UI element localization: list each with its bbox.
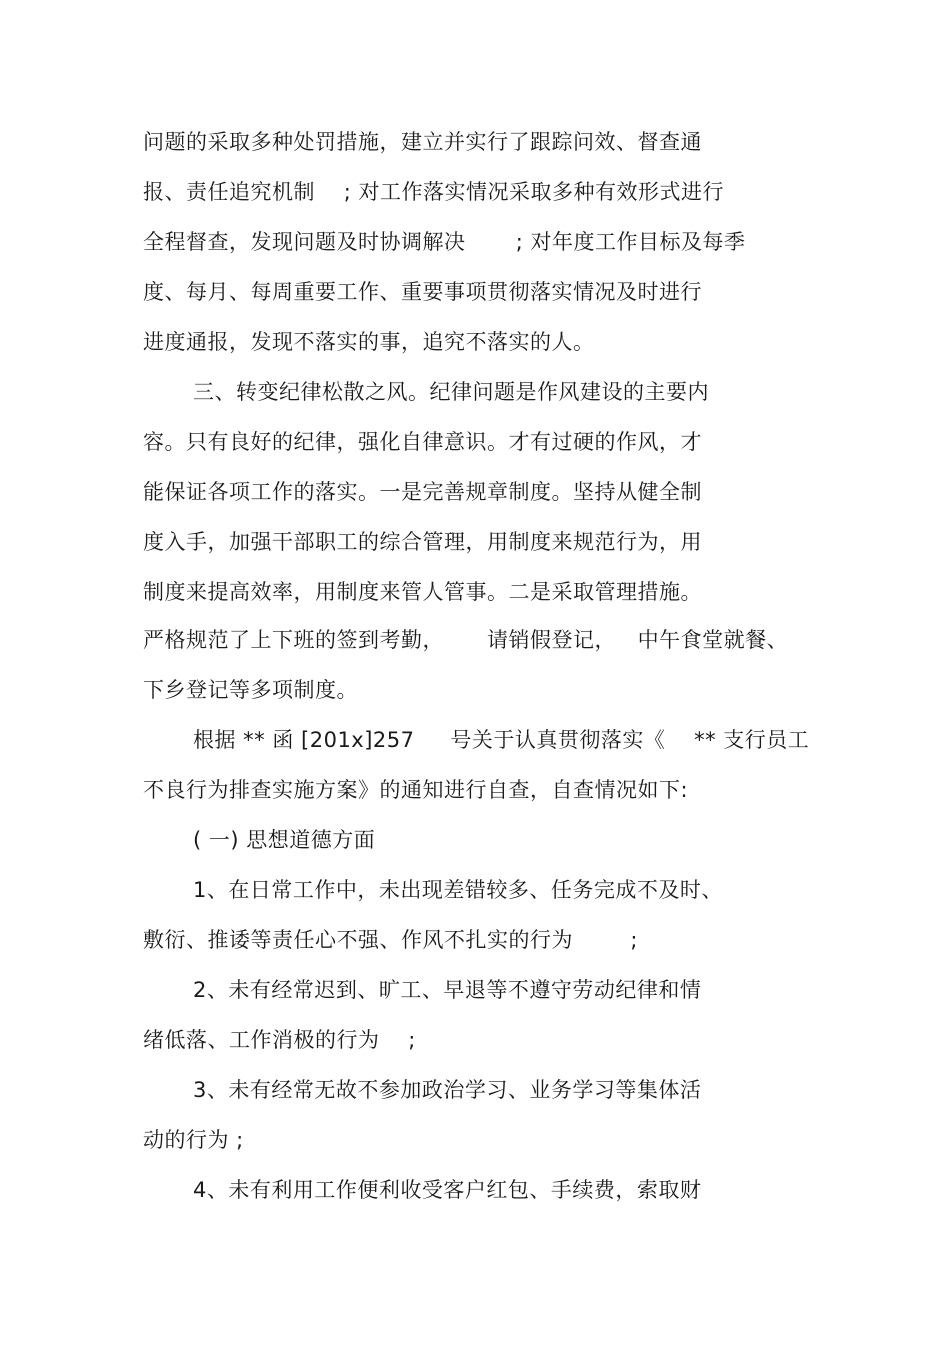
list-item-line: 1、在日常工作中，未出现差错较多、任务完成不及时、 xyxy=(193,878,723,902)
section-heading-line: 三、转变纪律松散之风。纪律问题是作风建设的主要内 xyxy=(193,380,709,404)
list-item-line: 3、未有经常无故不参加政治学习、业务学习等集体活 xyxy=(193,1078,702,1102)
text-line: 进度通报，发现不落实的事，追究不落实的人。 xyxy=(143,330,595,354)
text-line: 度入手，加强干部职工的综合管理，用制度来规范行为，用 xyxy=(143,530,702,554)
text-line: 问题的采取多种处罚措施，建立并实行了跟踪问效、督查通 xyxy=(143,130,702,154)
text-line: 下乡登记等多项制度。 xyxy=(143,678,358,702)
text-line: 全程督查，发现问题及时协调解决 ; 对年度工作目标及每季 xyxy=(143,230,746,254)
text-line: 敷衍、推诿等责任心不强、作风不扎实的行为 ; xyxy=(143,928,638,952)
text-line: 动的行为 ; xyxy=(143,1128,244,1152)
list-item-line: 2、未有经常迟到、旷工、早退等不遵守劳动纪律和情 xyxy=(193,978,702,1002)
text-line: 严格规范了上下班的签到考勤， 请销假登记， 中午食堂就餐、 xyxy=(143,628,789,652)
text-line: 绪低落、工作消极的行为 ; xyxy=(143,1028,416,1052)
text-line: 能保证各项工作的落实。一是完善规章制度。坚持从健全制 xyxy=(143,480,702,504)
text-line: 不良行为排查实施方案》的通知进行自查，自查情况如下: xyxy=(143,778,689,802)
text-line: 制度来提高效率，用制度来管人管事。二是采取管理措施。 xyxy=(143,580,702,604)
text-line: 容。只有良好的纪律，强化自律意识。才有过硬的作风，才 xyxy=(143,430,702,454)
text-line: 度、每月、每周重要工作、重要事项贯彻落实情况及时进行 xyxy=(143,280,702,304)
list-item-line: 4、未有利用工作便利收受客户红包、手续费，索取财 xyxy=(193,1178,702,1202)
paragraph-start-line: 根据 ** 函 [201x]257 号关于认真贯彻落实《 ** 支行员工 xyxy=(193,728,810,752)
text-line: 报、责任追究机制 ; 对工作落实情况采取多种有效形式进行 xyxy=(143,180,724,204)
subsection-heading: ( 一) 思想道德方面 xyxy=(193,828,376,852)
